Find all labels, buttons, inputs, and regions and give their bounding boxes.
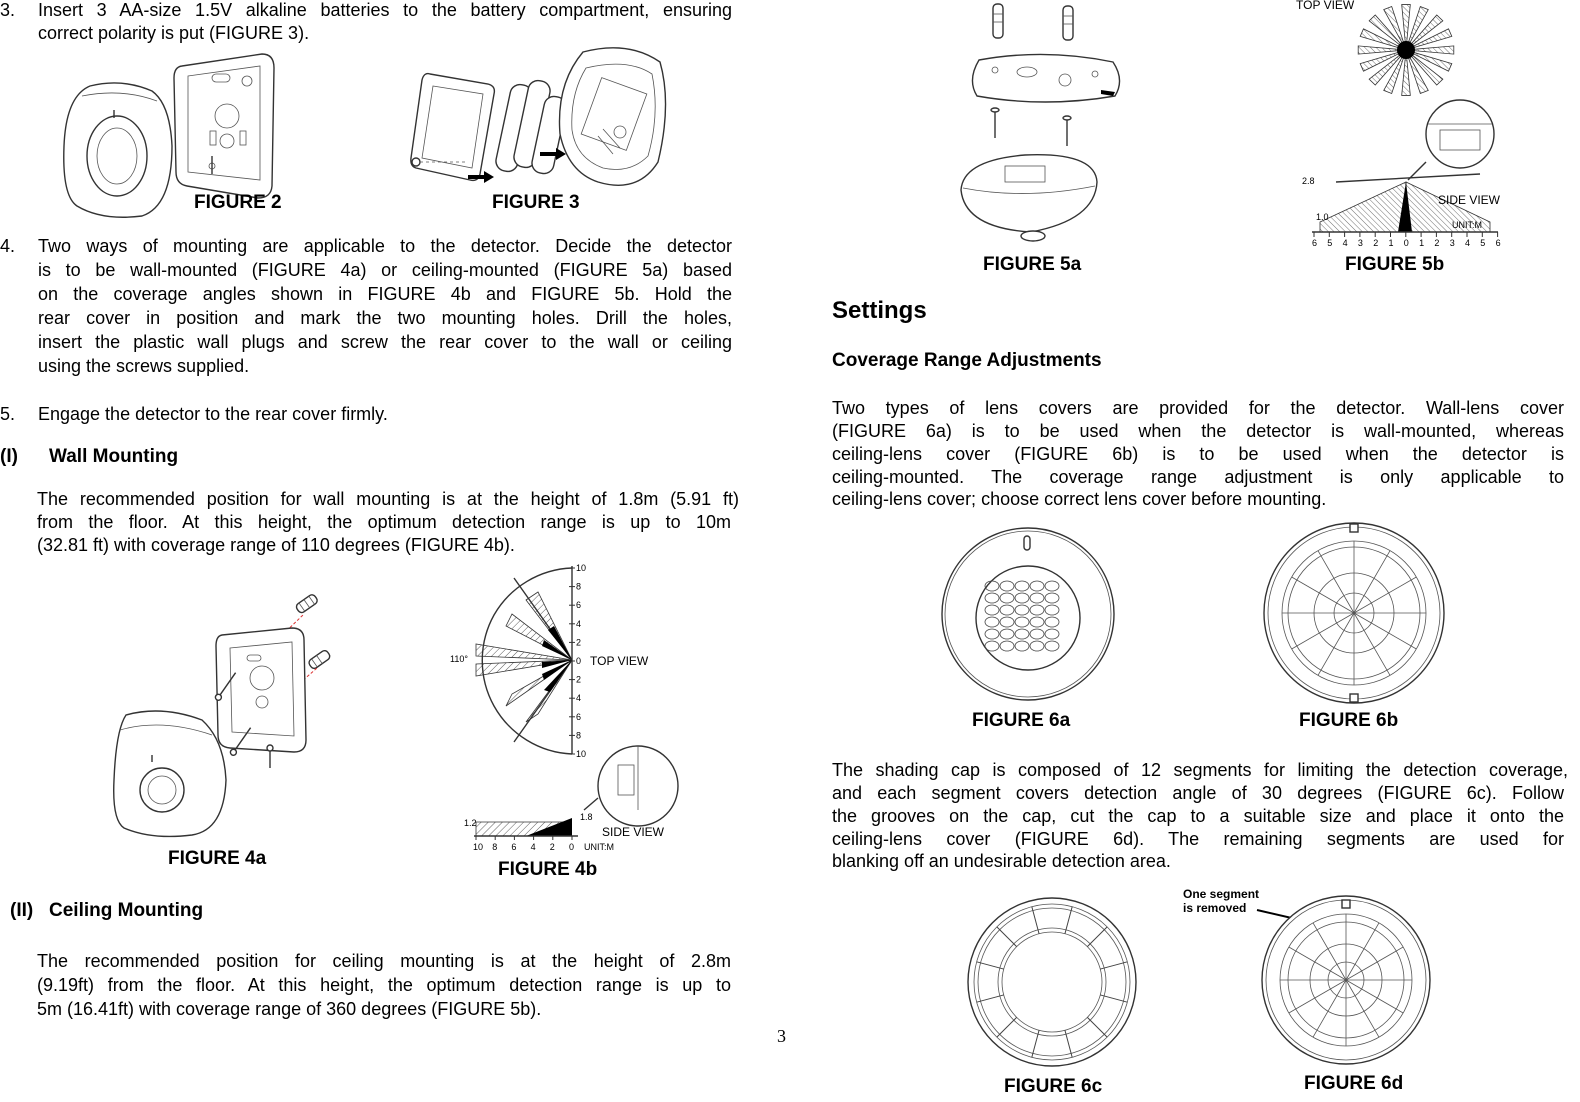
figure-5a-illustration <box>955 0 1135 245</box>
figure-6a-caption: FIGURE 6a <box>972 710 1071 731</box>
tick-label: 10 <box>473 842 484 852</box>
ceiling-text-line: 5m (16.41ft) with coverage range of 360 degrees (FIGURE 5b). <box>37 999 542 1019</box>
tick-label: 6 <box>1495 238 1501 248</box>
height-label: 1.0 <box>1316 212 1329 222</box>
coverage-title: Coverage Range Adjustments <box>832 350 1102 371</box>
figure-6c-illustration <box>966 896 1138 1068</box>
tick-label: 6 <box>1312 238 1318 248</box>
zone-ray <box>1402 55 1411 96</box>
wall-text-line: The recommended position for wall mounting is at the height of 1.8m (5.91 ft) <box>37 489 739 509</box>
shading-text-line: blanking off an undesirable detection area. <box>832 851 1171 871</box>
wall-mounting-number: (I) <box>0 446 18 467</box>
figure-2-caption: FIGURE 2 <box>194 192 282 213</box>
height-label: 1.8 <box>580 812 593 822</box>
tick-label: 1 <box>1388 238 1394 248</box>
tick-label: 5 <box>1327 238 1333 248</box>
tick-label: 4 <box>576 618 582 629</box>
tick-label: 6 <box>576 711 582 722</box>
step-5-text: Engage the detector to the rear cover firmly. <box>38 404 388 424</box>
callout-line: is removed <box>1183 901 1247 915</box>
tick-label: 6 <box>576 600 582 611</box>
tick-label: 1 <box>1419 238 1425 248</box>
tick-label: 0 <box>576 656 582 666</box>
shading-text-line: ceiling-lens cover (FIGURE 6d). The remaining segments are used for <box>832 829 1564 849</box>
callout-label <box>1183 887 1259 915</box>
ceiling-text-line: The recommended position for ceiling mounting is at the height of 2.8m <box>37 951 731 971</box>
height-label: 1.2 <box>464 818 477 828</box>
tick-label: 8 <box>576 581 582 592</box>
zone-ray <box>1358 46 1401 54</box>
tick-label: 2 <box>576 674 582 685</box>
wall-text-line: (32.81 ft) with coverage range of 110 degrees (FIGURE 4b). <box>37 535 515 555</box>
figure-6d-illustration <box>1260 894 1432 1066</box>
step-3-line: correct polarity is put (FIGURE 3). <box>38 23 310 43</box>
tick-label: 4 <box>576 693 582 704</box>
step-4-line: using the screws supplied. <box>38 356 250 376</box>
ceiling-mounting-number: (II) <box>10 900 34 921</box>
coverage-text-line: ceiling-lens cover; choose correct lens cover before mounting. <box>832 489 1327 509</box>
tick-label: 4 <box>1342 238 1348 248</box>
side-view-label: SIDE VIEW <box>1438 193 1501 207</box>
side-view-label: SIDE VIEW <box>602 825 665 839</box>
figure-4b-illustration <box>446 560 686 860</box>
figure-4a-caption: FIGURE 4a <box>168 848 267 869</box>
shading-text-line: the grooves on the cap, cut the cap to a suitable size and place it onto the <box>832 806 1564 826</box>
figure-5b-caption: FIGURE 5b <box>1345 254 1445 275</box>
wall-mounting-heading: Wall Mounting <box>49 446 179 467</box>
tick-label: 8 <box>576 730 582 741</box>
tick-label: 6 <box>511 842 517 852</box>
shading-text-line: and each segment covers detection angle of 30 degrees (FIGURE 6c). Follow <box>832 783 1564 803</box>
callout-line: One segment <box>1183 887 1260 901</box>
settings-title: Settings <box>832 297 927 324</box>
step-number: 3. <box>0 0 16 20</box>
tick-label: 4 <box>1465 238 1471 248</box>
top-view-label: TOP VIEW <box>1296 0 1355 12</box>
figure-6a-illustration <box>940 526 1116 702</box>
coverage-text-line: Two types of lens covers are provided for the detector. Wall-lens cover <box>832 398 1564 418</box>
figure-6b-caption: FIGURE 6b <box>1299 710 1399 731</box>
figure-3-illustration <box>408 44 673 194</box>
figure-5a-caption: FIGURE 5a <box>983 254 1082 275</box>
coverage-text-line: (FIGURE 6a) is to be used when the detector is wall-mounted, whereas <box>832 421 1564 441</box>
tick-label: 2 <box>576 637 582 648</box>
ceiling-mounting-heading: Ceiling Mounting <box>49 900 204 921</box>
tick-label: 2 <box>1373 238 1379 248</box>
figure-4a-illustration <box>112 590 342 840</box>
tick-label: 3 <box>1357 238 1363 248</box>
step-number: 4. <box>0 236 16 256</box>
step-4-line: rear cover in position and mark the two mounting holes. Drill the holes, <box>38 308 732 328</box>
top-view-label: TOP VIEW <box>590 654 649 668</box>
tick-label: 0 <box>569 842 575 852</box>
zone-ray <box>1411 46 1454 54</box>
tick-label: 4 <box>530 842 536 852</box>
unit-label: UNIT:M <box>584 842 614 852</box>
coverage-text-line: ceiling-lens cover (FIGURE 6b) is to be used when the detector is <box>832 444 1564 464</box>
figure-6d-caption: FIGURE 6d <box>1304 1073 1404 1094</box>
step-4-line: Two ways of mounting are applicable to the detector. Decide the detector <box>38 236 732 256</box>
wall-text-line: from the floor. At this height, the optimum detection range is up to 10m <box>37 512 731 532</box>
tick-label: 3 <box>1449 238 1455 248</box>
tick-label: 2 <box>549 842 555 852</box>
step-4-line: insert the plastic wall plugs and screw the rear cover to the wall or ceiling <box>38 332 732 352</box>
figure-3-caption: FIGURE 3 <box>492 192 580 213</box>
figure-6b-illustration <box>1262 520 1446 706</box>
figure-5b-illustration <box>1296 0 1510 250</box>
tick-label: 0 <box>1403 238 1409 248</box>
coverage-text-line: ceiling-mounted. The coverage range adjustment is only applicable to <box>832 467 1564 487</box>
figure-6c-caption: FIGURE 6c <box>1004 1076 1103 1097</box>
ceiling-text-line: (9.19ft) from the floor. At this height, the optimum detection range is up to <box>37 975 731 995</box>
figure-4b-caption: FIGURE 4b <box>498 859 598 880</box>
tick-label: 10 <box>576 563 587 573</box>
tick-label: 5 <box>1480 238 1486 248</box>
tick-label: 2 <box>1434 238 1440 248</box>
step-3-line: Insert 3 AA-size 1.5V alkaline batteries to the battery compartment, ensuring <box>38 0 732 20</box>
step-4-line: is to be wall-mounted (FIGURE 4a) or ceiling-mounted (FIGURE 5a) based <box>38 260 732 280</box>
zone-ray <box>1402 5 1411 46</box>
angle-label: 110° <box>450 654 468 664</box>
unit-label: UNIT:M <box>1452 220 1482 230</box>
tick-label: 8 <box>492 842 498 852</box>
shading-text-line: The shading cap is composed of 12 segments for limiting the detection coverage, <box>832 760 1568 780</box>
height-label: 2.8 <box>1302 176 1315 186</box>
page-number: 3 <box>777 1026 786 1046</box>
step-number: 5. <box>0 404 16 424</box>
tick-label: 10 <box>576 749 587 759</box>
step-4-line: on the coverage angles shown in FIGURE 4b and FIGURE 5b. Hold the <box>38 284 732 304</box>
